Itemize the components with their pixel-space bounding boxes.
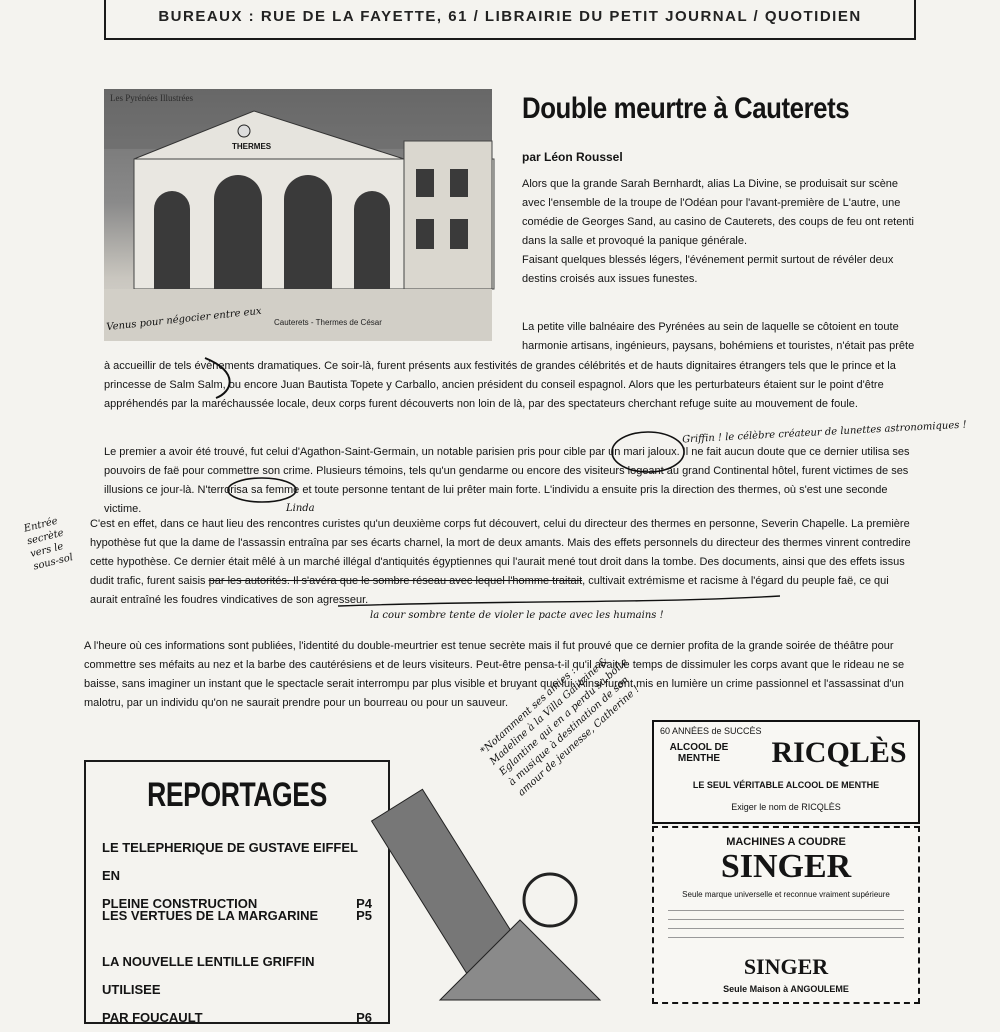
photo-caption: Les Pyrénées Illustrées <box>110 93 193 103</box>
paragraph-5: A l'heure où ces informations sont publiées, l'identité du double-meurtrier est tenue secrète mais il fut prouvé que ce dernier profita de la grande soirée de théâtre pour commettre ses méfaits au nez et la barbe des cautérésiens et de leurs visiteurs. Peut-être pensa-t-il qu'il avait le temps de dissimuler les corps avant que le rideau ne se baisse, sans imaginer un instant que le spectacle serait interrompu par plus visible et bruyant que lui. Ainsi furent mis en lumière un crime passionnel et l'assassinat d'un malotru, par un individu qu'on ne saurait prendre pour un bourreau ou pour un sauveur. <box>84 640 905 709</box>
paragraph-4: C'est en effet, dans ce haut lieu des rencontres curistes qu'un deuxième corps fut découvert, celui du directeur des thermes en personne, Severin Chapelle. La première hypothèse fut que la dame de l'assassin entraîna par ses écarts charnel, la mort de deux amants. Mais des effets personnels du directeur des thermes vinrent contredire cette hypothèse. Ce dernier était mêlé à un marché illégal d'antiquités égyptiennes qui l'aurait mené tout droit dans la tombe. Des documents, ainsi que des effets issus dudit trafic, furent saisis par les autorités. Il s'avéra que le sombre réseau avec lequel l'homme traitait, cultivait extrémisme et racisme à l'égard du peuple faë, ce qui aurait entraîné les foudres vindicatives de son agresseur. <box>90 518 911 606</box>
article-byline: par Léon Roussel <box>522 150 623 164</box>
paragraph-2: à accueillir de tels événements dramatiques. Ce soir-là, furent présents aux festivités de grandes célébrités et de hauts dignitaires étrangers tels que le prince et la princesse de Salm Salm, ou encore Juan Bautista Topete y Carballo, ancien président du conseil espagnol. Alors que les perturbateurs étaient sur le point d'être appréhendés par la maréchaussée locale, deux corps furent découverts non loin de là, par des spectateurs cherchant refuge suite au mouvement de foule. <box>104 360 896 410</box>
photo-subcaption: Cauterets - Thermes de César <box>274 318 382 327</box>
paragraph-2-start: La petite ville balnéaire des Pyrénées au sein de laquelle se côtoient en toute harmonie artisans, ingénieurs, paysans, bohémiens et touristes, n'était pas prête <box>522 321 915 352</box>
article-title: Double meurtre à Cauterets <box>522 92 850 125</box>
paragraph-3: Le premier a avoir été trouvé, fut celui d'Agathon-Saint-Germain, un notable parisien pris pour cible par un mari jaloux. Il ne fait aucun doute que ce dernier utilisa ses pouvoirs de faë pour commettre son crime. Plusieurs témoins, tels qu'un gendarme ou encore des visiteurs logeant au grand Continental hôtel, furent victimes de ses illusions ce jour-là. N'terrorisa sa femme et toute personne tentant de lui prêter main forte. L'individu a ensuite pris la direction des thermes, où s'est une seconde victime. <box>104 446 910 515</box>
reportages-title: REPORTAGES <box>147 776 327 814</box>
toc-item-1[interactable]: LE TELEPHERIQUE DE GUSTAVE EIFFEL EN PLEINE CONSTRUCTION P4 <box>102 840 372 911</box>
toc-item-2[interactable]: LES VERTUES DE LA MARGARINE P5 <box>102 908 372 923</box>
masthead-text: BUREAUX : RUE DE LA FAYETTE, 61 / LIBRAIRIE DU PETIT JOURNAL / QUOTIDIEN <box>158 7 862 25</box>
note-madeline: *Notamment ses amies : Madeline à la Villa Galitzine & Eglantine qui en a perdu sa boîte à musique à destination de son amour de jeunesse, Catherine ! <box>478 655 642 799</box>
telescope-illustration <box>400 770 620 1000</box>
note-cour: la cour sombre tente de violer le pacte avec les humains ! <box>370 610 664 621</box>
reportages-box <box>84 760 390 1024</box>
note-photo: Venus pour négocier entre eux <box>105 305 263 334</box>
note-griffin: Griffin ! le célèbre créateur de lunettes astronomiques ! <box>681 419 967 446</box>
photo-sign: THERMES <box>232 142 272 151</box>
ricqles-ad: 60 ANNÉES de SUCCÈS ALCOOL DE MENTHE RICQLÈS LE SEUL VÉRITABLE ALCOOL DE MENTHE Exiger le nom de RICQLÈS <box>652 720 920 824</box>
toc-item-3[interactable]: LA NOUVELLE LENTILLE GRIFFIN UTILISEE PAR FOUCAULT P6 <box>102 954 372 1025</box>
singer-ad: MACHINES A COUDRE SINGER Seule marque universelle et reconnue vraiment supérieure SINGER Seule Maison à ANGOULEME <box>652 826 920 1004</box>
note-entree: Entrée secrète vers le sous-sol <box>22 515 75 573</box>
paragraph-1: Alors que la grande Sarah Bernhardt, alias La Divine, se produisait sur scène avec l'ensemble de la troupe de l'Odéan pour l'avant-première de L'autre, une comédie de Georges Sand, au casino de Cauterets, des coups de feu ont retenti dans la salle et provoqué la panique générale. Faisant quelques blessés légers, l'événement permit surtout de révéler deux destins croisés aux issues funestes. <box>522 178 914 285</box>
struck-text: par les autorités. Il s'avéra que le sombre réseau avec lequel l'homme traitait <box>208 575 583 587</box>
note-linda: Linda <box>286 503 315 514</box>
